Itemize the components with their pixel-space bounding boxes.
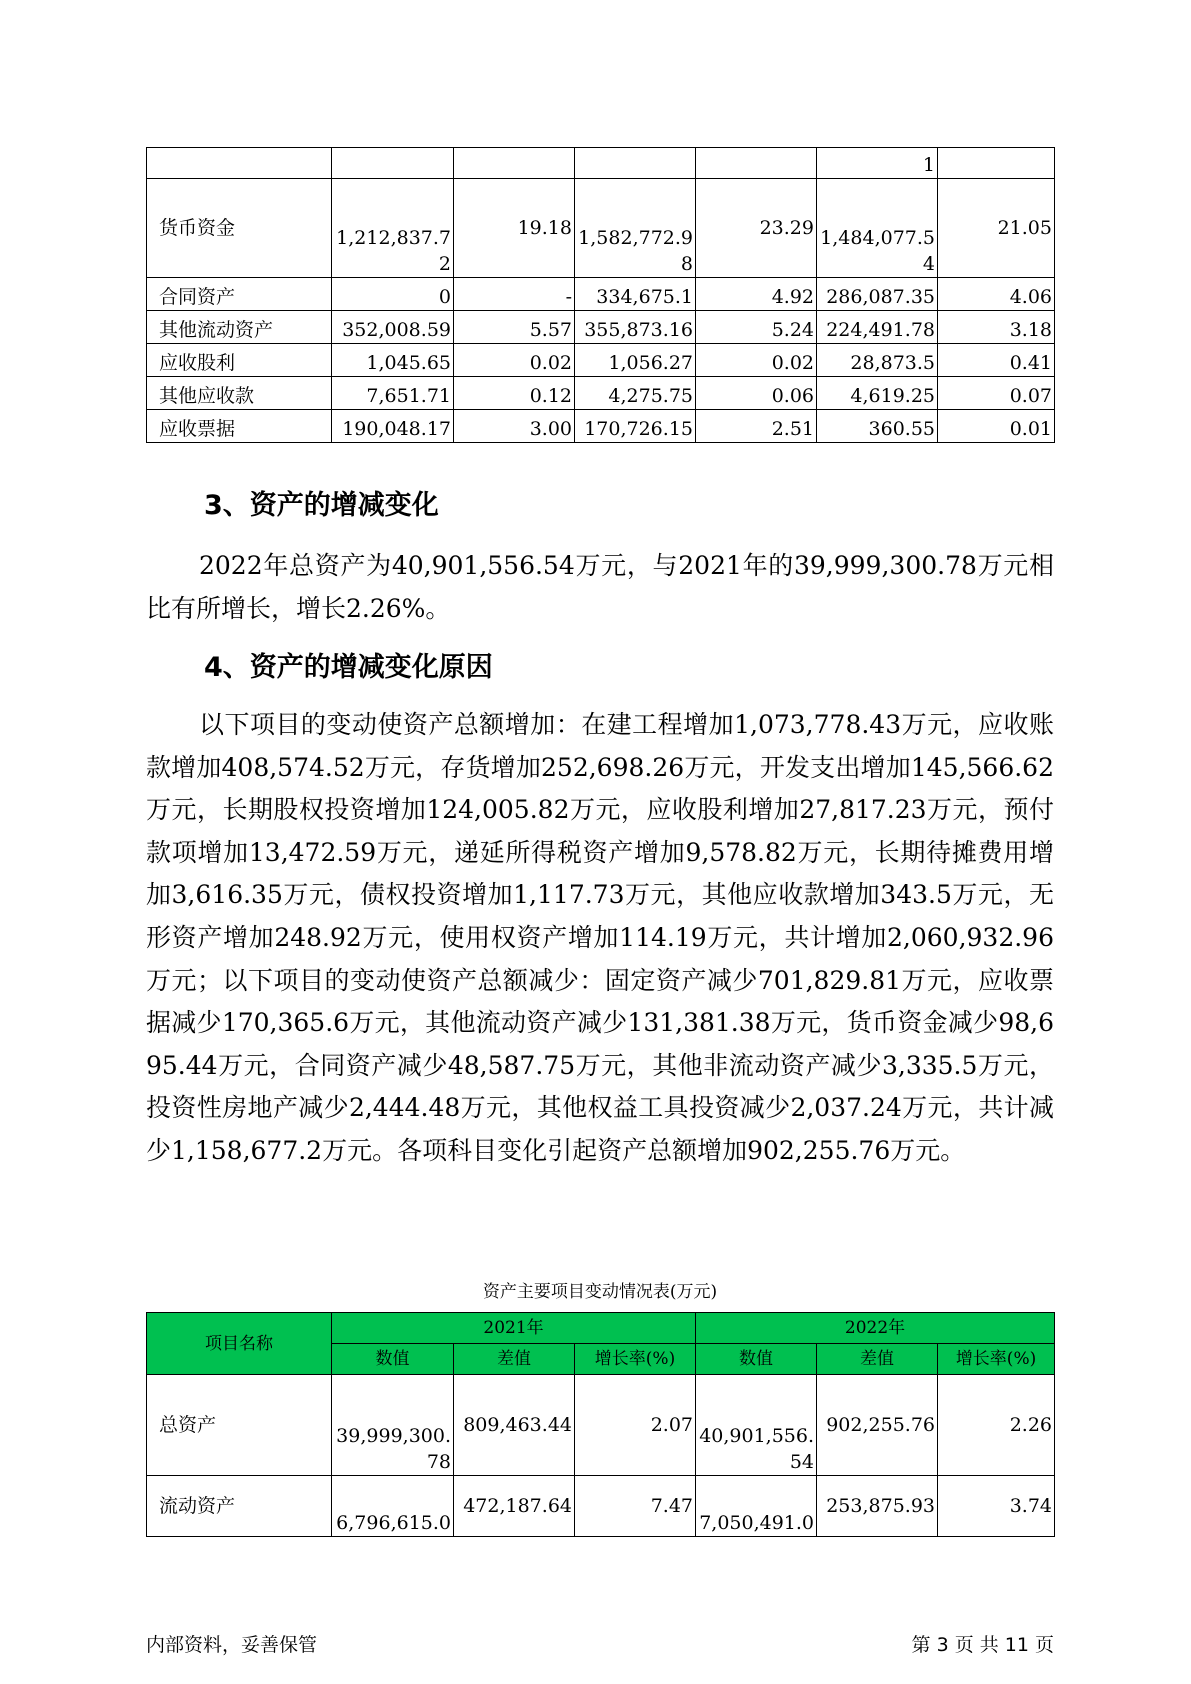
row-label: 流动资产 — [147, 1476, 332, 1537]
table-row — [147, 278, 1055, 311]
column-header-year: 2021年 — [332, 1313, 696, 1344]
table-cell: 6,796,615.0 — [332, 1476, 454, 1537]
table-cell: 0.02 — [696, 344, 817, 377]
table-cell: 28,873.5 — [817, 344, 938, 377]
table-cell: 21.05 — [938, 179, 1055, 278]
table-cell: 1 — [817, 148, 938, 179]
table-cell: 472,187.64 — [454, 1476, 575, 1537]
asset-structure-table — [146, 147, 1055, 443]
table-cell: 253,875.93 — [817, 1476, 938, 1537]
table-cell: 4,619.25 — [817, 377, 938, 410]
column-header-year: 2022年 — [696, 1313, 1055, 1344]
table-cell: 7,651.71 — [332, 377, 454, 410]
table-cell: 5.24 — [696, 311, 817, 344]
table-cell: 286,087.35 — [817, 278, 938, 311]
column-header-rate: 增长率(%) — [938, 1344, 1055, 1375]
table-cell: 0.07 — [938, 377, 1055, 410]
confidential-notice: 内部资料，妥善保管 — [146, 1634, 318, 1656]
table-caption: 资产主要项目变动情况表(万元) — [482, 1282, 718, 1302]
column-header-item: 项目名称 — [147, 1313, 332, 1375]
table-cell: 4.06 — [938, 278, 1055, 311]
table-row — [147, 179, 1055, 278]
table-cell: 360.55 — [817, 410, 938, 443]
table-cell: 1,212,837.72 — [332, 179, 454, 278]
table-cell: 809,463.44 — [454, 1375, 575, 1476]
table-cell: 5.57 — [454, 311, 575, 344]
table-cell: 3.18 — [938, 311, 1055, 344]
table-row — [147, 377, 1055, 410]
table-row — [147, 1476, 1055, 1537]
column-header-value: 数值 — [696, 1344, 817, 1375]
table-cell: 3.74 — [938, 1476, 1055, 1537]
table-cell — [938, 148, 1055, 179]
table-cell: 4,275.75 — [575, 377, 696, 410]
table-row — [147, 344, 1055, 377]
section-heading: 4、资产的增减变化原因 — [204, 652, 493, 683]
table-cell: 355,873.16 — [575, 311, 696, 344]
table-cell: 2.26 — [938, 1375, 1055, 1476]
table-row — [147, 148, 1055, 179]
table-cell: 3.00 — [454, 410, 575, 443]
table-cell: 7.47 — [575, 1476, 696, 1537]
asset-change-table — [146, 1312, 1055, 1537]
table-cell: 352,008.59 — [332, 311, 454, 344]
column-header-diff: 差值 — [454, 1344, 575, 1375]
table-cell: 0.06 — [696, 377, 817, 410]
row-label: 货币资金 — [147, 179, 332, 278]
body-paragraph: 2022年总资产为40,901,556.54万元，与2021年的39,999,300.78万元相比有所增长，增长2.26%。 — [146, 551, 1054, 623]
table-cell: 19.18 — [454, 179, 575, 278]
page-number: 第 3 页 共 11 页 — [911, 1634, 1054, 1656]
row-label: 总资产 — [147, 1375, 332, 1476]
table-cell — [696, 148, 817, 179]
table-cell: 0.12 — [454, 377, 575, 410]
row-label: 应收票据 — [147, 410, 332, 443]
row-label: 应收股利 — [147, 344, 332, 377]
table-cell: 7,050,491.0 — [696, 1476, 817, 1537]
table-cell: 0.01 — [938, 410, 1055, 443]
column-header-rate: 增长率(%) — [575, 1344, 696, 1375]
table-row — [147, 1375, 1055, 1476]
section-heading: 3、资产的增减变化 — [204, 490, 439, 521]
table-cell: 190,048.17 — [332, 410, 454, 443]
table-cell — [454, 148, 575, 179]
column-header-diff: 差值 — [817, 1344, 938, 1375]
table-cell: 23.29 — [696, 179, 817, 278]
table-cell: 334,675.1 — [575, 278, 696, 311]
table-row — [147, 410, 1055, 443]
table-cell: 1,582,772.98 — [575, 179, 696, 278]
table-cell: 4.92 — [696, 278, 817, 311]
row-label: 其他流动资产 — [147, 311, 332, 344]
table-cell: 0.41 — [938, 344, 1055, 377]
table-cell: 1,056.27 — [575, 344, 696, 377]
table-cell: 0 — [332, 278, 454, 311]
table-cell: 1,484,077.54 — [817, 179, 938, 278]
table-cell: 224,491.78 — [817, 311, 938, 344]
table-header-row — [147, 1313, 1055, 1344]
table-cell: 0.02 — [454, 344, 575, 377]
column-header-value: 数值 — [332, 1344, 454, 1375]
body-paragraph: 以下项目的变动使资产总额增加：在建工程增加1,073,778.43万元，应收账款增加408,574.52万元，存货增加252,698.26万元，开发支出增加145,566.62万元，长期股权投资增加124,005.82万元，应收股利增加27,817.23万元，预付款项增加13,472.59万元，递延所得税资产增加9,578.82万元，长期待摊费用增加3,616.35万元，债权投资增加1,117.73万元，其他应收款增加343.5万元，无形资产增加248.92万元，使用权资产增加114.19万元，共计增加2,060,932.96万元；以下项目的变动使资产总额减少：固定资产减少701,829.81万元，应收票据减少170,365.6万元，其他流动资产减少131,381.38万元，货币资金减少98,695.44万元，合同资产减少48,587.75万元，其他非流动资产减少3,335.5万元，投资性房地产减少2,444.48万元，其他权益工具投资减少2,037.24万元，共计减少1,158,677.2万元。各项科目变化引起资产总额增加902,255.76万元。 — [146, 710, 1054, 1165]
table-cell: - — [454, 278, 575, 311]
table-cell — [575, 148, 696, 179]
table-cell: 2.51 — [696, 410, 817, 443]
table-row — [147, 311, 1055, 344]
table-cell: 902,255.76 — [817, 1375, 938, 1476]
row-label: 其他应收款 — [147, 377, 332, 410]
table-cell — [332, 148, 454, 179]
table-cell: 2.07 — [575, 1375, 696, 1476]
table-cell: 1,045.65 — [332, 344, 454, 377]
table-cell: 39,999,300.78 — [332, 1375, 454, 1476]
table-cell: 40,901,556.54 — [696, 1375, 817, 1476]
table-cell — [147, 148, 332, 179]
row-label: 合同资产 — [147, 278, 332, 311]
table-cell: 170,726.15 — [575, 410, 696, 443]
